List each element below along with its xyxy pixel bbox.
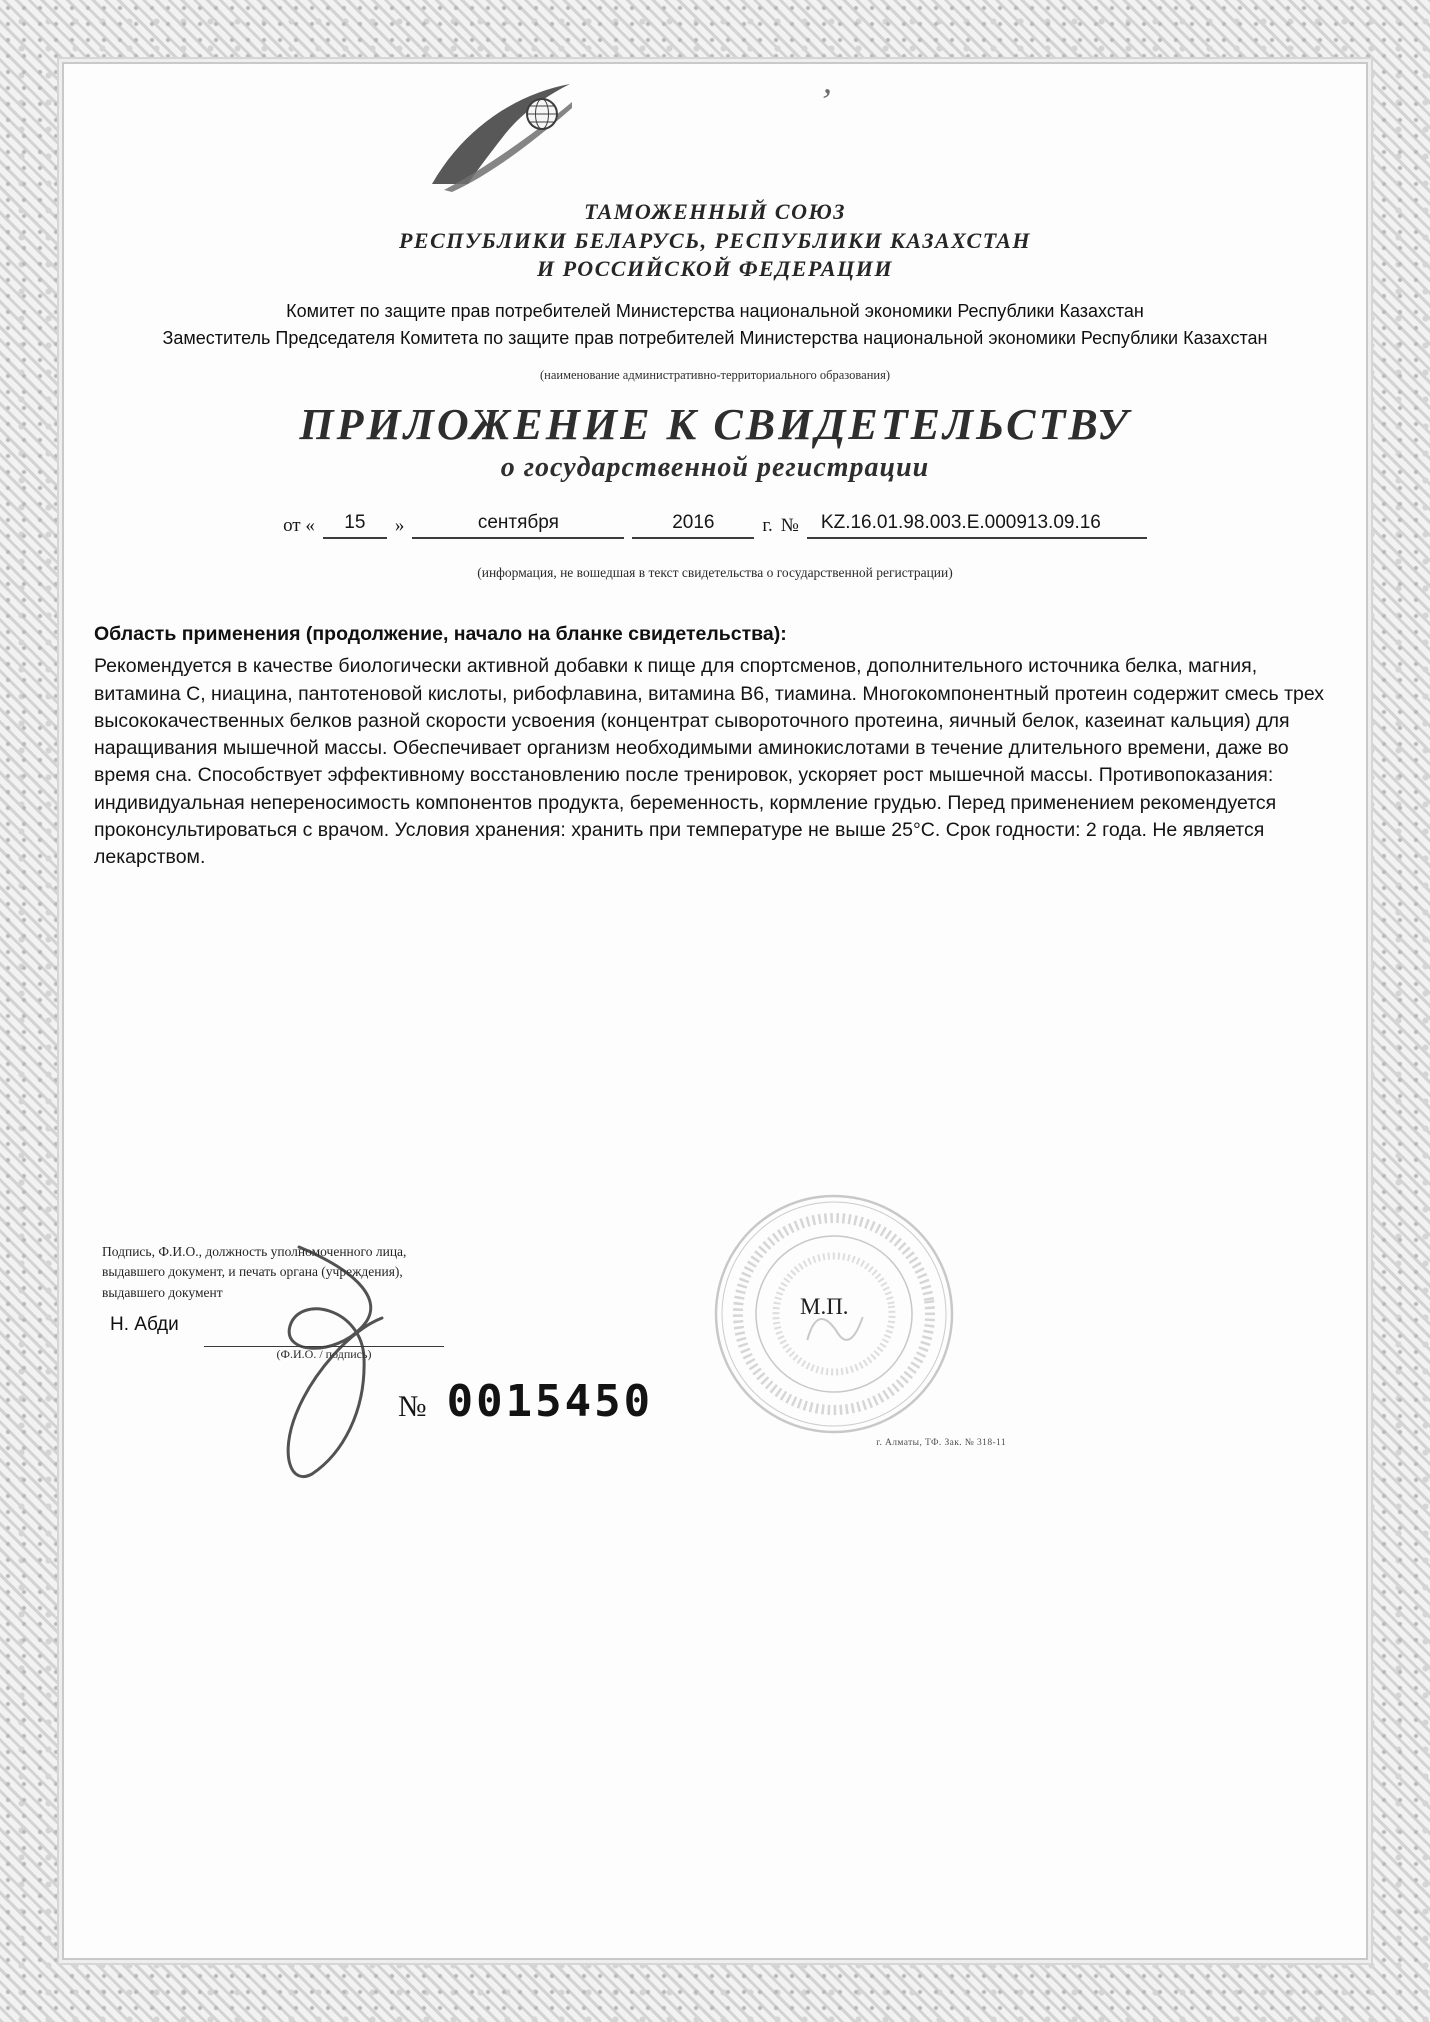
day-field: 15 xyxy=(323,512,387,539)
number-sign-label: № xyxy=(780,515,799,537)
printing-house-note: г. Алматы, ТФ. Зак. № 318-11 xyxy=(876,1438,1006,1448)
certificate-content-area xyxy=(64,64,1366,1958)
year-field: 2016 xyxy=(632,512,754,539)
date-and-number-line xyxy=(64,512,1366,539)
info-caption: (информация, не вошедшая в текст свидетельства о государственной регистрации) xyxy=(477,565,953,581)
application-area-heading: Область применения (продолжение, начало на бланке свидетельства): xyxy=(94,623,787,646)
signature-caption-line-1: Подпись, Ф.И.О., должность уполномоченного лица, xyxy=(102,1244,407,1259)
month-field: сентября xyxy=(412,512,624,539)
year-suffix-label: г. xyxy=(762,515,773,537)
union-line-3: И РОССИЙСКОЙ ФЕДЕРАЦИИ xyxy=(537,256,893,282)
issuing-committee-text: Комитет по защите прав потребителей Министерства национальной экономики Республики Казахстан xyxy=(286,300,1144,321)
application-area-text: Рекомендуется в качестве биологически активной добавки к пище для спортсменов, дополнительного источника белка, магния, витамина С, ниацина, пантотеновой кислоты, рибофлавина, витамина В6, тиамина. Многокомпонентный протеин содержит смесь трех высококачественных белков разной скорости усвоения (концентрат сывороточного протеина, яичный белок, казеинат кальция) для наращивания мышечной массы. Обеспечивает организм необходимыми аминокислотами в течение длительного времени, даже во время сна. Способствует эффективному восстановлению после тренировок, ускоряет рост мышечной массы. Противопоказания: индивидуальная непереносимость компонентов продукта, беременность, кормление грудью. Перед применением рекомендуется проконсультироваться с врачом. Условия хранения: хранить при температуре не выше 25°С. Срок годности: 2 года. Не является лекарством. xyxy=(94,655,1325,869)
official-name: Н. Абди xyxy=(110,1314,179,1335)
quote-close-label: » xyxy=(394,515,405,537)
stamp-area xyxy=(704,1184,964,1444)
registration-number-field: KZ.16.01.98.003.Е.000913.09.16 xyxy=(807,512,1147,539)
scan-artifact-mark: ’ xyxy=(817,80,835,122)
customs-union-emblem-icon xyxy=(424,80,574,192)
issuing-official-text: Заместитель Председателя Комитета по защите прав потребителей Министерства национальной экономики Республики Казахстан xyxy=(162,327,1268,348)
form-number-value: 0015450 xyxy=(446,1376,654,1427)
signature-caption-line-2: выдавшего документ, и печать органа (учреждения), xyxy=(102,1264,403,1280)
signature-caption-line-3: выдавшего документ xyxy=(102,1284,223,1300)
document-subtitle: о государственной регистрации xyxy=(500,452,930,484)
union-line-1: ТАМОЖЕННЫЙ СОЮЗ xyxy=(584,199,846,224)
from-label: от « xyxy=(283,515,315,537)
document-title: ПРИЛОЖЕНИЕ К СВИДЕТЕЛЬСТВУ xyxy=(299,400,1131,450)
signature-line-caption: (Ф.И.О. / подпись) xyxy=(276,1347,372,1361)
handwritten-signature xyxy=(214,1222,444,1492)
stamp-place-label: М.П. xyxy=(800,1294,849,1319)
customs-union-header xyxy=(64,198,1366,284)
territory-caption: (наименование административно-территориального образования) xyxy=(539,368,891,383)
form-number-sign: № xyxy=(398,1390,427,1423)
union-line-2: РЕСПУБЛИКИ БЕЛАРУСЬ, РЕСПУБЛИКИ КАЗАХСТАН xyxy=(398,227,1032,253)
